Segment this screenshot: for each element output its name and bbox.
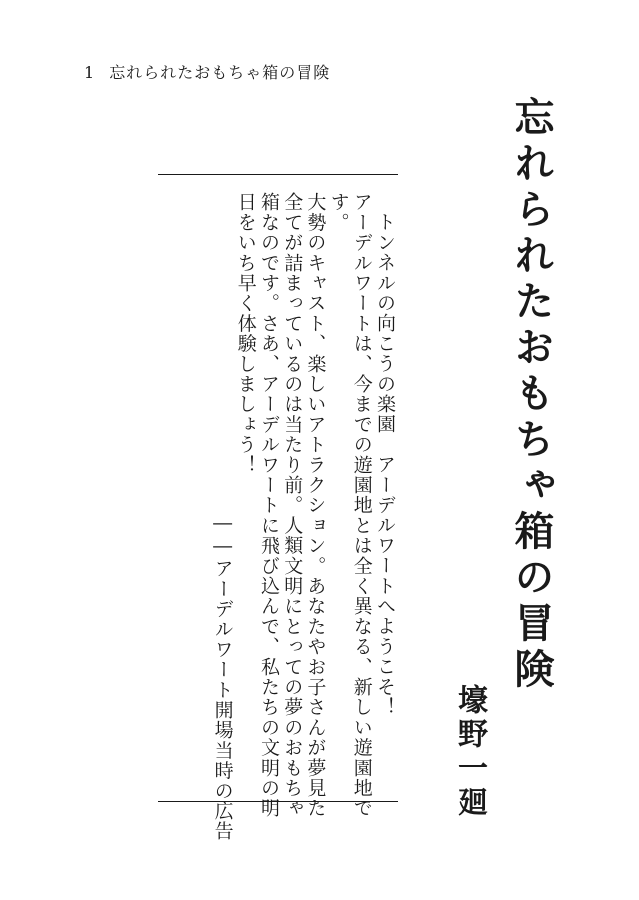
running-header [84, 60, 330, 83]
chapter-title: 忘れられたおもちゃ箱の冒険 [508, 96, 555, 694]
ad-line: 全てが詰まっているのは当たり前。人類文明にとっての夢のおもちゃ [281, 192, 304, 819]
advertisement-block [160, 192, 396, 842]
ad-attribution: ――アーデルワート開場当時の広告 [211, 512, 234, 842]
bottom-rule [158, 801, 398, 802]
top-rule [158, 174, 398, 175]
ad-line: 大勢のキャスト、楽しいアトラクション。あなたやお子さんが夢見た [304, 192, 327, 819]
author-name: 壕野一廻 [452, 684, 487, 820]
ad-line: 箱なのです。さあ、アーデルワートに飛び込んで、私たちの文明の明 [257, 192, 280, 819]
ad-line: す。 [327, 192, 350, 233]
ad-line: アーデルワートは、今までの遊園地とは全く異なる、新しい遊園地で [350, 192, 373, 819]
ad-line: 日をいち早く体験しましょう！ [234, 192, 257, 475]
ad-line: トンネルの向こうの楽園 アーデルワートへようこそ！ [374, 212, 396, 717]
running-header-title: 忘れられたおもちゃ箱の冒険 [109, 63, 331, 82]
chapter-number: 1 [84, 63, 96, 82]
